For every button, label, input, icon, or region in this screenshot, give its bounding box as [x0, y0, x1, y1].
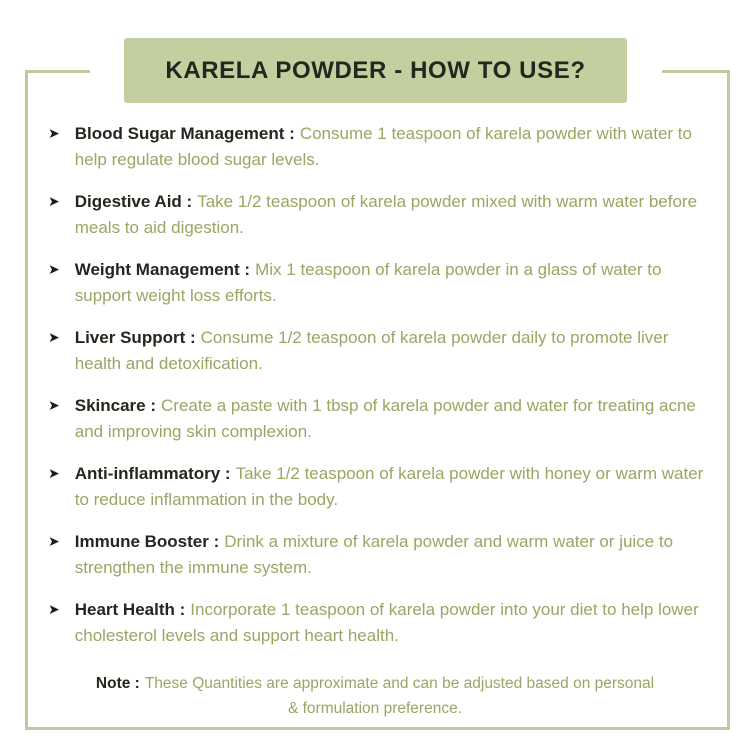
arrow-bullet-icon: ➤: [48, 330, 60, 346]
note: [95, 671, 655, 721]
note-text: These Quantities are approximate and can be adjusted based on personal & formulation preference.: [144, 675, 655, 717]
item-label: Anti-inflammatory :: [74, 464, 231, 483]
note-label: Note :: [95, 675, 140, 692]
item-label: Heart Health :: [74, 600, 186, 619]
item-label: Immune Booster :: [74, 532, 220, 551]
item-text: [75, 121, 710, 173]
arrow-bullet-icon: ➤: [48, 602, 60, 618]
arrow-bullet-icon: ➤: [48, 466, 60, 482]
item-text: [75, 597, 710, 649]
item-description: Create a paste with 1 tbsp of karela powder and water for treating acne and improving skin complexion.: [74, 396, 696, 441]
arrow-bullet-icon: ➤: [48, 194, 60, 210]
item-description: Take 1/2 teaspoon of karela powder mixed with warm water before meals to aid digestion.: [74, 192, 698, 237]
arrow-bullet-icon: ➤: [48, 398, 60, 414]
item-label: Weight Management :: [74, 260, 251, 279]
page-title: KARELA POWDER - HOW TO USE?: [165, 56, 586, 84]
item-text: [75, 189, 710, 241]
item-label: Skincare :: [74, 396, 156, 415]
item-description: Incorporate 1 teaspoon of karela powder into your diet to help lower cholesterol levels and support heart health.: [74, 600, 699, 645]
item-label: Liver Support :: [74, 328, 196, 347]
list-item: [48, 257, 710, 309]
arrow-bullet-icon: ➤: [48, 126, 60, 142]
item-description: Drink a mixture of karela powder and warm water or juice to strengthen the immune system.: [74, 532, 674, 577]
list-item: [48, 529, 710, 581]
item-label: Digestive Aid :: [74, 192, 193, 211]
item-description: Mix 1 teaspoon of karela powder in a glass of water to support weight loss efforts.: [74, 260, 662, 305]
item-text: [75, 529, 710, 581]
list-item: [48, 393, 710, 445]
usage-list: [48, 121, 710, 665]
arrow-bullet-icon: ➤: [48, 534, 60, 550]
item-text: [75, 325, 710, 377]
item-description: Consume 1/2 teaspoon of karela powder daily to promote liver health and detoxification.: [74, 328, 669, 373]
item-text: [75, 461, 710, 513]
list-item: [48, 461, 710, 513]
list-item: [48, 121, 710, 173]
arrow-bullet-icon: ➤: [48, 262, 60, 278]
title-banner: [124, 38, 627, 103]
item-text: [75, 257, 710, 309]
list-item: [48, 189, 710, 241]
item-description: Consume 1 teaspoon of karela powder with water to help regulate blood sugar levels.: [74, 124, 692, 169]
item-description: Take 1/2 teaspoon of karela powder with honey or warm water to reduce inflammation in the body.: [74, 464, 704, 509]
list-item: [48, 325, 710, 377]
list-item: [48, 597, 710, 649]
item-label: Blood Sugar Management :: [74, 124, 295, 143]
item-text: [75, 393, 710, 445]
